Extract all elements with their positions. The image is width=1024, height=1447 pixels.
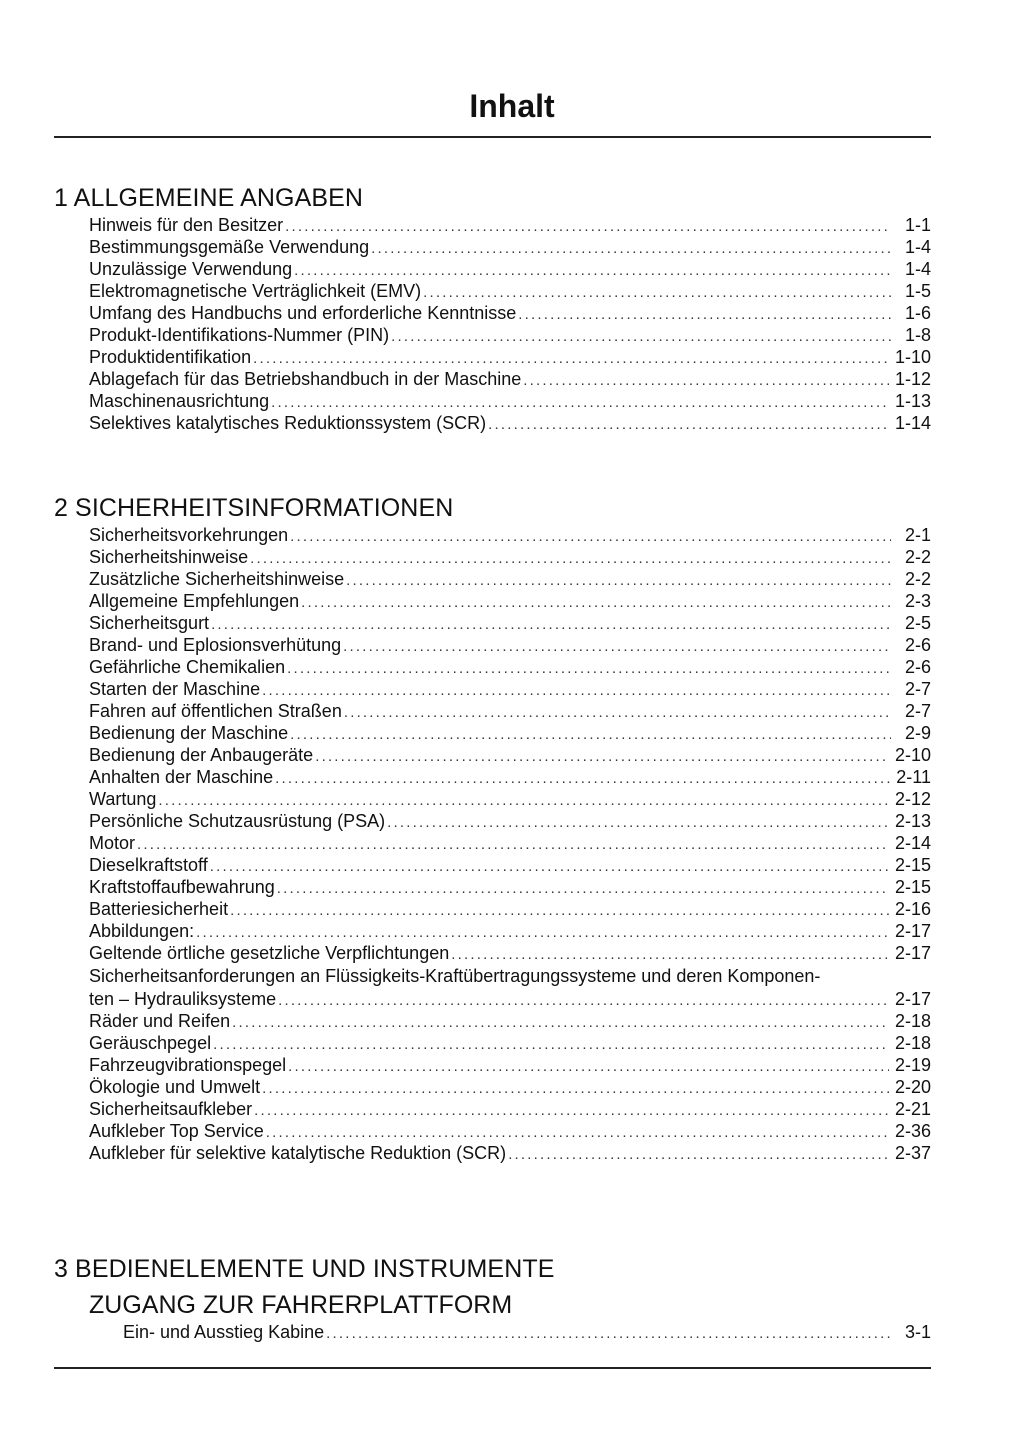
toc-entry-link[interactable] xyxy=(89,390,931,412)
toc-entry-label: Dieselkraftstoff xyxy=(89,855,208,875)
dot-leader xyxy=(262,680,891,702)
toc-entry-label: Sicherheitshinweise xyxy=(89,547,249,567)
toc-entry-label: Aufkleber für selektive katalytische Reduktion (SCR) xyxy=(89,1143,507,1163)
dot-leader xyxy=(346,570,891,592)
dot-leader xyxy=(254,1100,889,1122)
dot-leader xyxy=(518,304,891,326)
dot-leader xyxy=(271,392,889,414)
toc-page-number: 1-4 xyxy=(904,259,931,279)
toc-page-number: 2-21 xyxy=(894,1099,931,1119)
toc-entry-link[interactable] xyxy=(89,678,931,700)
toc-entry-label: Ablagefach für das Betriebshandbuch in der Maschine xyxy=(89,369,522,389)
toc-entry-label: Hinweis für den Besitzer xyxy=(89,215,284,235)
toc-entry-label: Aufkleber Top Service xyxy=(89,1121,264,1141)
toc-entry-label: Sicherheitsanforderungen an Flüssigkeits-Kraftübertragungssysteme und deren Komponen- xyxy=(89,966,821,986)
dot-leader xyxy=(344,702,891,724)
dot-leader xyxy=(285,216,891,238)
toc-entry-link[interactable] xyxy=(89,368,931,390)
toc-entry-link[interactable] xyxy=(89,854,931,876)
toc-page-number: 2-6 xyxy=(904,657,931,677)
dot-leader xyxy=(290,526,891,548)
dot-leader xyxy=(266,1122,889,1144)
toc-entry-link[interactable] xyxy=(89,766,931,788)
toc-page-number: 2-20 xyxy=(894,1077,931,1097)
toc-entry-link[interactable] xyxy=(89,876,931,898)
toc-entry-link[interactable] xyxy=(89,964,931,1010)
section-heading: 1 ALLGEMEINE ANGABEN xyxy=(54,184,364,212)
toc-entry-link[interactable] xyxy=(89,634,931,656)
section-heading: 3 BEDIENELEMENTE UND INSTRUMENTE xyxy=(54,1255,555,1283)
dot-leader xyxy=(326,1323,891,1345)
dot-leader xyxy=(387,812,889,834)
toc-entry-link[interactable] xyxy=(89,302,931,324)
section-3 xyxy=(54,1255,931,1343)
dot-leader xyxy=(423,282,891,304)
dot-leader xyxy=(230,900,889,922)
toc-entry-link[interactable] xyxy=(89,722,931,744)
toc-entry-link[interactable] xyxy=(89,832,931,854)
toc-page-number: 2-18 xyxy=(894,1011,931,1031)
top-divider xyxy=(54,136,931,138)
section-heading: 2 SICHERHEITSINFORMATIONEN xyxy=(54,494,454,522)
toc-entry-label: Abbildungen: xyxy=(89,921,195,941)
toc-page-number: 2-15 xyxy=(894,877,931,897)
toc-entry-label: Bedienung der Anbaugeräte xyxy=(89,745,314,765)
toc-page-number: 1-8 xyxy=(904,325,931,345)
toc-page-number: 1-4 xyxy=(904,237,931,257)
toc-page-number: 2-1 xyxy=(904,525,931,545)
toc-page-number: 2-2 xyxy=(904,547,931,567)
toc-entry-label: Fahren auf öffentlichen Straßen xyxy=(89,701,342,721)
page-title: Inhalt xyxy=(469,88,555,124)
toc-page-number: 2-17 xyxy=(894,921,931,941)
dot-leader xyxy=(158,790,889,812)
toc-entry-link[interactable] xyxy=(89,1010,931,1032)
toc-entry-label: Produktidentifikation xyxy=(89,347,252,367)
dot-leader xyxy=(137,834,889,856)
dot-leader xyxy=(253,348,889,370)
toc-entry-link[interactable] xyxy=(89,280,931,302)
toc-entry-label: Wartung xyxy=(89,789,157,809)
toc-page-number: 2-19 xyxy=(894,1055,931,1075)
toc-page-number: 1-14 xyxy=(894,413,931,433)
toc-page-number: 1-6 xyxy=(904,303,931,323)
toc-entry-label: Gefährliche Chemikalien xyxy=(89,657,286,677)
dot-leader xyxy=(277,878,889,900)
toc-page-number: 1-12 xyxy=(894,369,931,389)
dot-leader xyxy=(288,1056,889,1078)
toc-entry-link[interactable] xyxy=(89,1076,931,1098)
toc-list xyxy=(54,524,931,964)
toc-entry-label: Fahrzeugvibrationspegel xyxy=(89,1055,287,1075)
dot-leader xyxy=(508,1144,889,1166)
toc-entry-label: Kraftstoffaufbewahrung xyxy=(89,877,275,897)
toc-page-number: 2-7 xyxy=(904,701,931,721)
toc-entry-link[interactable] xyxy=(89,324,931,346)
toc-page-number: 2-37 xyxy=(894,1143,931,1163)
dot-leader xyxy=(211,614,891,636)
toc-entry-link[interactable] xyxy=(89,524,931,546)
toc-page-number: 2-13 xyxy=(894,811,931,831)
toc-page-number: 2-9 xyxy=(904,723,931,743)
toc-entry-link[interactable] xyxy=(89,656,931,678)
toc-page-number: 3-1 xyxy=(904,1322,931,1342)
toc-page-number: 2-7 xyxy=(904,679,931,699)
toc-page-number: 2-5 xyxy=(904,613,931,633)
dot-leader xyxy=(290,724,891,746)
toc-entry-label: Batteriesicherheit xyxy=(89,899,229,919)
toc-entry-label: Anhalten der Maschine xyxy=(89,767,274,787)
toc-entry-label: Ein- und Ausstieg Kabine xyxy=(123,1322,325,1342)
dot-leader xyxy=(371,238,891,260)
toc-entry-link[interactable] xyxy=(89,744,931,766)
dot-leader xyxy=(213,1034,889,1056)
toc-entry-label: Geltende örtliche gesetzliche Verpflichtungen xyxy=(89,943,450,963)
toc-entry-label: Sicherheitsvorkehrungen xyxy=(89,525,289,545)
toc-entry-label: Sicherheitsgurt xyxy=(89,613,210,633)
toc-entry-label: Selektives katalytisches Reduktionssystem (SCR) xyxy=(89,413,487,433)
toc-page-number: 2-6 xyxy=(904,635,931,655)
toc-page-number: 2-17 xyxy=(894,989,931,1009)
bottom-divider xyxy=(54,1367,931,1369)
toc-entry-label: Ökologie und Umwelt xyxy=(89,1077,261,1097)
dot-leader xyxy=(343,636,891,658)
toc-entry-label: Sicherheitsaufkleber xyxy=(89,1099,253,1119)
toc-page-number: 2-14 xyxy=(894,833,931,853)
toc-entry-link[interactable] xyxy=(89,568,931,590)
toc-page-number: 1-1 xyxy=(904,215,931,235)
dot-leader xyxy=(294,260,891,282)
toc-entry-label: Bedienung der Maschine xyxy=(89,723,289,743)
toc-page-number: 2-10 xyxy=(894,745,931,765)
toc-entry-link[interactable] xyxy=(89,1120,931,1142)
toc-entry-label: Bestimmungsgemäße Verwendung xyxy=(89,237,370,257)
dot-leader xyxy=(301,592,891,614)
toc-entry-label: Geräuschpegel xyxy=(89,1033,212,1053)
toc-entry-link[interactable] xyxy=(89,412,931,434)
toc-page-number: 2-18 xyxy=(894,1033,931,1053)
toc-page-number: 2-16 xyxy=(894,899,931,919)
section-1 xyxy=(54,184,931,434)
toc-entry-label: Räder und Reifen xyxy=(89,1011,231,1031)
toc-page-number: 2-2 xyxy=(904,569,931,589)
toc-entry-label: Starten der Maschine xyxy=(89,679,261,699)
toc-list xyxy=(54,1321,931,1343)
dot-leader xyxy=(488,414,889,436)
dot-leader xyxy=(232,1012,889,1034)
toc-entry-link[interactable] xyxy=(89,1032,931,1054)
dot-leader xyxy=(210,856,889,878)
toc-entry-label: Zusätzliche Sicherheitshinweise xyxy=(89,569,345,589)
toc-page-number: 2-17 xyxy=(894,943,931,963)
dot-leader xyxy=(275,768,890,790)
toc-entry-link[interactable] xyxy=(89,1142,931,1164)
toc-entry-link[interactable] xyxy=(89,1054,931,1076)
toc-entry-link[interactable] xyxy=(89,942,931,964)
toc-list xyxy=(54,1010,931,1164)
toc-entry-link[interactable] xyxy=(89,1098,931,1120)
toc-entry-link[interactable] xyxy=(89,346,931,368)
subsection-heading: ZUGANG ZUR FAHRERPLATTFORM xyxy=(89,1291,513,1319)
toc-page-number: 2-36 xyxy=(894,1121,931,1141)
toc-entry-link[interactable] xyxy=(89,788,931,810)
dot-leader xyxy=(391,326,891,348)
dot-leader xyxy=(278,990,889,1012)
toc-entry-label: Produkt-Identifikations-Nummer (PIN) xyxy=(89,325,390,345)
toc-entry-link[interactable] xyxy=(89,236,931,258)
toc-entry-link[interactable] xyxy=(89,898,931,920)
toc-page-number: 2-11 xyxy=(896,767,931,787)
toc-entry-link[interactable] xyxy=(89,810,931,832)
toc-entry-link[interactable] xyxy=(89,258,931,280)
toc-entry-label: Elektromagnetische Verträglichkeit (EMV) xyxy=(89,281,422,301)
toc-entry-label: Umfang des Handbuchs und erforderliche Kenntnisse xyxy=(89,303,517,323)
toc-entry-label: Motor xyxy=(89,833,136,853)
toc-entry-label: Allgemeine Empfehlungen xyxy=(89,591,300,611)
toc-entry-label-continued: ten – Hydrauliksysteme xyxy=(89,989,277,1009)
dot-leader xyxy=(250,548,891,570)
toc-page-number: 2-12 xyxy=(894,789,931,809)
dot-leader xyxy=(287,658,891,680)
toc-entry-link[interactable] xyxy=(123,1321,931,1343)
toc-page-number: 1-10 xyxy=(894,347,931,367)
toc-entry-link[interactable] xyxy=(89,920,931,942)
toc-entry-label: Maschinenausrichtung xyxy=(89,391,270,411)
toc-entry-link[interactable] xyxy=(89,612,931,634)
toc-entry-label: Brand- und Eplosionsverhütung xyxy=(89,635,342,655)
toc-entry-label: Persönliche Schutzausrüstung (PSA) xyxy=(89,811,386,831)
toc-list xyxy=(54,214,931,434)
toc-entry-link[interactable] xyxy=(89,590,931,612)
toc-entry-link[interactable] xyxy=(89,700,931,722)
dot-leader xyxy=(523,370,889,392)
dot-leader xyxy=(451,944,889,966)
toc-entry-link[interactable] xyxy=(89,546,931,568)
toc-page-number: 2-15 xyxy=(894,855,931,875)
toc-entry-label: Unzulässige Verwendung xyxy=(89,259,293,279)
toc-entry-link[interactable] xyxy=(89,214,931,236)
toc-page-number: 2-3 xyxy=(904,591,931,611)
toc-page-number: 1-5 xyxy=(904,281,931,301)
dot-leader xyxy=(196,922,889,944)
dot-leader xyxy=(262,1078,889,1100)
section-2 xyxy=(54,494,931,1164)
dot-leader xyxy=(315,746,889,768)
toc-page-number: 1-13 xyxy=(894,391,931,411)
